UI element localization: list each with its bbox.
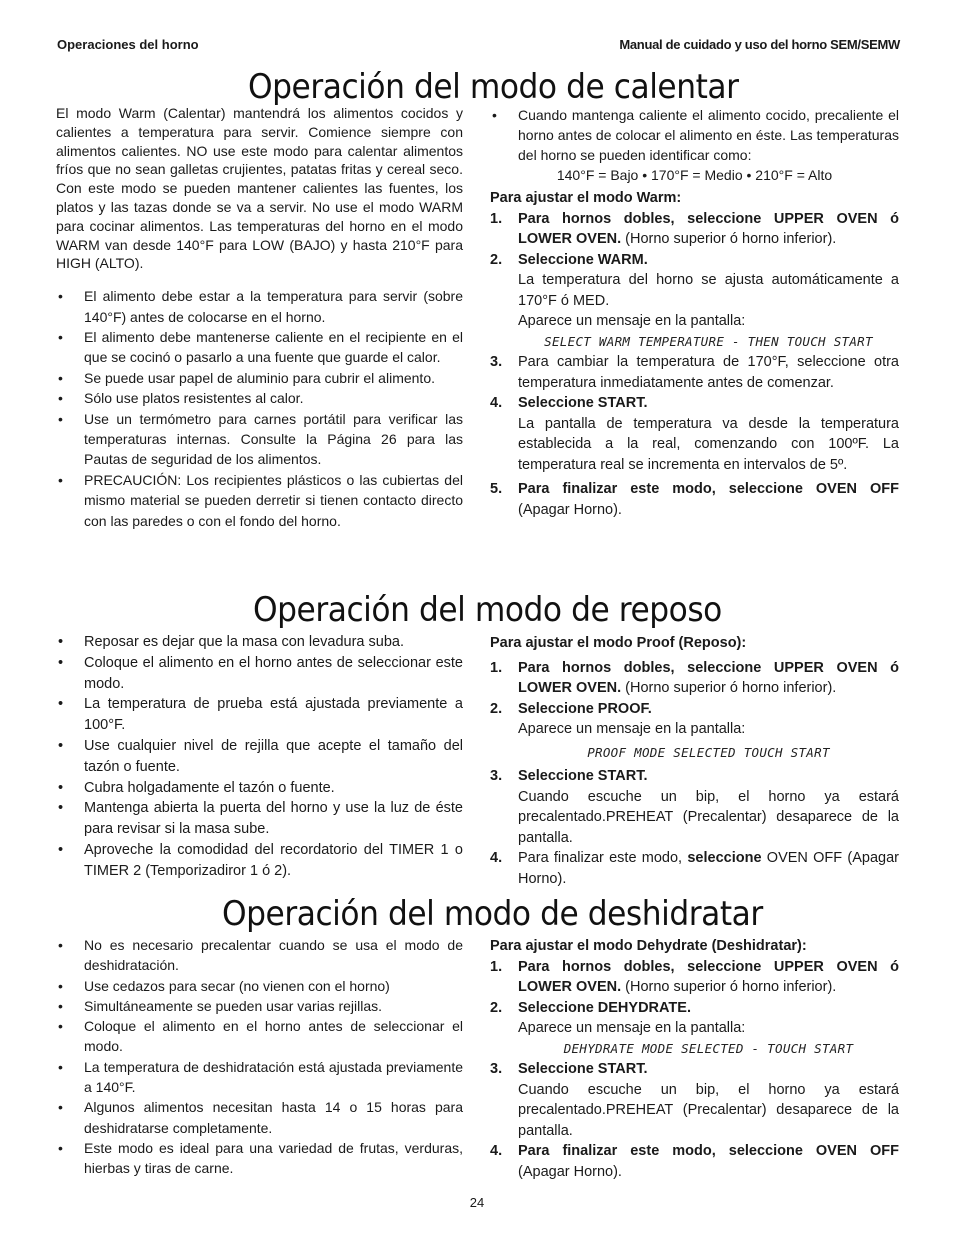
list-item: • El alimento debe estar a la temperatura para servir (sobre 140°F) antes de colocarse en el horno. bbox=[56, 286, 463, 327]
list-item: • Sólo use platos resistentes al calor. bbox=[56, 388, 463, 408]
section-title-proof: Operación del modo de reposo bbox=[253, 590, 722, 630]
display-message: SELECT WARM TEMPERATURE - THEN TOUCH START bbox=[544, 333, 873, 349]
proof-bullets bbox=[56, 632, 463, 882]
dehydrate-left-column bbox=[56, 935, 463, 1179]
list-item: • PRECAUCIÓN: Los recipientes plásticos o las cubiertas del mismo material se pueden derretir si tienen contacto directo con las paredes o con el fondo del horno. bbox=[56, 470, 463, 531]
proof-right-column bbox=[490, 633, 899, 889]
step-item: 4. Para finalizar este modo, seleccione OVEN OFF (Apagar Horno). bbox=[490, 850, 899, 887]
running-header-right: Manual de cuidado y uso del horno SEM/SEMW bbox=[619, 37, 900, 52]
step-item: 2. Seleccione DEHYDRATE. Aparece un mensaje en la pantalla: DEHYDRATE MODE SELECTED - TOUCH START bbox=[490, 998, 899, 1060]
step-item: 4. Para finalizar este modo, seleccione OVEN OFF (Apagar Horno). bbox=[490, 1143, 899, 1180]
list-item: • Use cualquier nivel de rejilla que acepte el tamaño del tazón o fuente. bbox=[56, 736, 463, 778]
dehydrate-steps bbox=[490, 957, 899, 1183]
dehydrate-subhead: Para ajustar el modo Dehydrate (Deshidratar): bbox=[490, 938, 807, 954]
proof-steps bbox=[490, 658, 899, 890]
warm-intro: El modo Warm (Calentar) mantendrá los alimentos cocidos y calientes a temperatura para servir. Comience siempre con alimentos calientes. NO use este modo para calentar alimentos fríos que no sean galletas crujientes, patatas fritas y cereal seco. Con este modo se pueden mantener calientes las fuentes, los platos y las tazas donde se va a servir. No use el modo WARM para cocinar alimentos. Las temperaturas del horno en el modo WARM van desde 140°F para LOW (BAJO) y hasta 210°F para HIGH (ALTO). bbox=[56, 105, 463, 272]
list-item: • Use cedazos para secar (no vienen con el horno) bbox=[56, 976, 463, 996]
display-message: PROOF MODE SELECTED TOUCH START bbox=[587, 744, 830, 760]
list-item: • Aproveche la comodidad del recordatorio del TIMER 1 o TIMER 2 (Temporizadiror 1 ó 2). bbox=[56, 840, 463, 882]
list-item: • Se puede usar papel de aluminio para cubrir el alimento. bbox=[56, 368, 463, 388]
warm-left-column bbox=[56, 104, 463, 531]
proof-subhead: Para ajustar el modo Proof (Reposo): bbox=[490, 635, 747, 651]
page-number: 24 bbox=[469, 1195, 485, 1210]
proof-left-column bbox=[56, 632, 463, 882]
list-item: • Este modo es ideal para una variedad de frutas, verduras, hierbas y tiras de carne. bbox=[56, 1138, 463, 1179]
step-item: 3. Para cambiar la temperatura de 170°F, seleccione otra temperatura inmediatamente antes de comenzar. bbox=[490, 354, 899, 391]
list-item: • Reposar es dejar que la masa con levadura suba. bbox=[56, 632, 463, 653]
list-item: • Algunos alimentos necesitan hasta 14 o 15 horas para deshidratarse completamente. bbox=[56, 1097, 463, 1138]
running-header-left: Operaciones del horno bbox=[57, 37, 199, 52]
display-message: DEHYDRATE MODE SELECTED - TOUCH START bbox=[563, 1040, 854, 1056]
list-item: • El alimento debe mantenerse caliente en el recipiente en el que se cocinó o pasarlo a una fuente que guarde el calor. bbox=[56, 327, 463, 368]
step-item: 1. Para hornos dobles, seleccione UPPER OVEN ó LOWER OVEN. (Horno superior ó horno inferior). bbox=[490, 958, 899, 995]
step-item: 5. Para finalizar este modo, seleccione OVEN OFF (Apagar Horno). bbox=[490, 481, 899, 518]
step-item: 1. Para hornos dobles, seleccione UPPER OVEN ó LOWER OVEN. (Horno superior ó horno inferior). bbox=[490, 210, 899, 247]
section-title-dehydrate: Operación del modo de deshidratar bbox=[222, 894, 763, 934]
list-item: • No es necesario precalentar cuando se usa el modo de deshidratación. bbox=[56, 935, 463, 976]
step-item: 4. Seleccione START. La pantalla de temperatura va desde la temperatura establecida a la real, comenzando con 100ºF. La temperatura real se incrementa en intervalos de 5º. bbox=[490, 395, 899, 473]
list-item: • Coloque el alimento en el horno antes de seleccionar este modo. bbox=[56, 653, 463, 695]
dehydrate-bullets bbox=[56, 935, 463, 1179]
section-title-warm: Operación del modo de calentar bbox=[248, 67, 739, 107]
list-item: • Coloque el alimento en el horno antes de seleccionar el modo. bbox=[56, 1016, 463, 1057]
list-item: • La temperatura de deshidratación está ajustada previamente a 140°F. bbox=[56, 1057, 463, 1098]
list-item: • Cuando mantenga caliente el alimento cocido, precaliente el horno antes de colocar el alimento en éste. Las temperaturas del horno se pueden identificar como: bbox=[490, 105, 899, 165]
warm-right-column bbox=[490, 105, 899, 520]
step-item: 2. Seleccione PROOF. Aparece un mensaje en la pantalla: PROOF MODE SELECTED TOUCH START bbox=[490, 699, 899, 764]
step-item: 3. Seleccione START. Cuando escuche un bip, el horno ya estará precalentado.PREHEAT (Precalentar) desaparece de la pantalla. bbox=[490, 768, 899, 846]
warm-subhead: Para ajustar el modo Warm: bbox=[490, 190, 682, 206]
list-item: • Simultáneamente se pueden usar varias rejillas. bbox=[56, 996, 463, 1016]
warm-right-bullets bbox=[490, 105, 899, 165]
step-item: 3. Seleccione START. Cuando escuche un bip, el horno ya estará precalentado.PREHEAT (Precalentar) desaparece de la pantalla. bbox=[490, 1061, 899, 1139]
list-item: • Use un termómetro para carnes portátil para verificar las temperaturas internas. Consulte la Página 26 para las Pautas de seguridad de los alimentos. bbox=[56, 409, 463, 470]
step-item: 1. Para hornos dobles, seleccione UPPER OVEN ó LOWER OVEN. (Horno superior ó horno inferior). bbox=[490, 659, 899, 696]
step-item: 2. Seleccione WARM. La temperatura del horno se ajusta automáticamente a 170°F ó MED. Aparece un mensaje en la pantalla: SELECT WARM TEMPERATURE - THEN TOUCH START bbox=[490, 250, 899, 353]
list-item: • Cubra holgadamente el tazón o fuente. bbox=[56, 778, 463, 799]
dehydrate-right-column bbox=[490, 936, 899, 1182]
list-item: • Mantenga abierta la puerta del horno y use la luz de éste para revisar si la masa sube. bbox=[56, 798, 463, 840]
warm-temps: 140°F = Bajo • 170°F = Medio • 210°F = Alto bbox=[556, 167, 833, 183]
list-item: • La temperatura de prueba está ajustada previamente a 100°F. bbox=[56, 694, 463, 736]
warm-steps bbox=[490, 209, 899, 521]
warm-bullets bbox=[56, 286, 463, 531]
